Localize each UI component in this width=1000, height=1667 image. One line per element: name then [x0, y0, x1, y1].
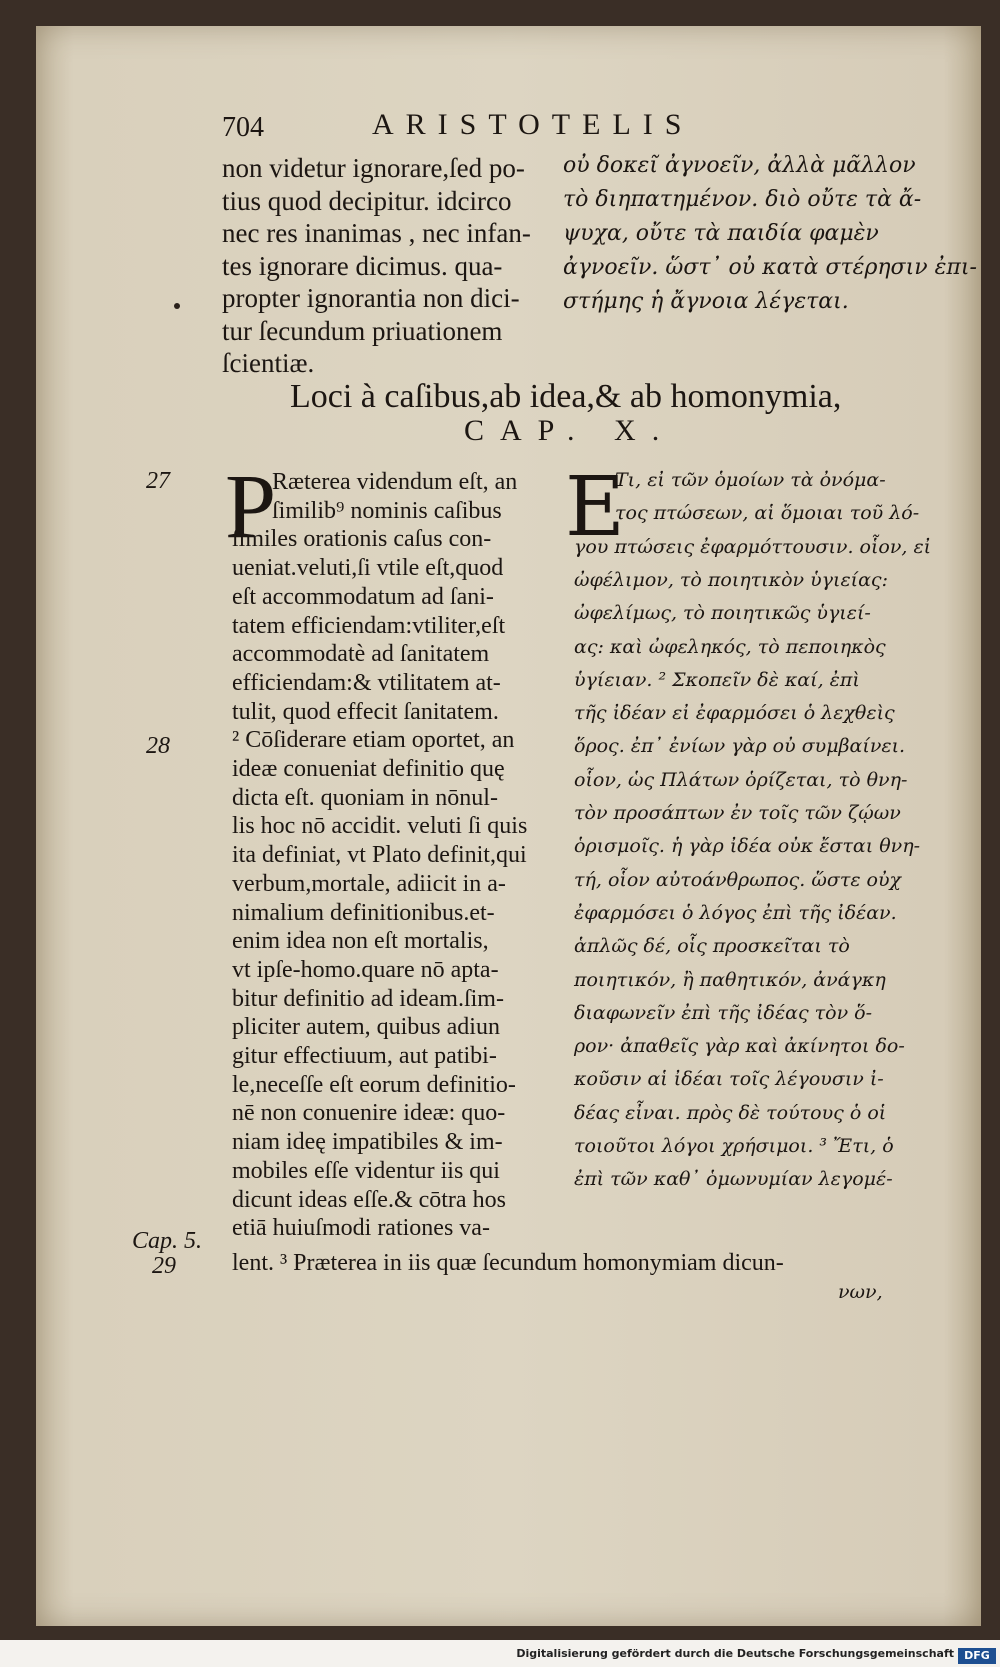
greek-line: τὸ διηπατημένον. διὸ οὔτε τὰ ἄ-	[563, 187, 922, 212]
greek-line: γου πτώσεις ἐφαρμόττουσιν. οἷον, εἰ	[574, 535, 932, 558]
latin-line: ſimiles orationis caſus con-	[232, 526, 492, 553]
greek-line: τος πτώσεων, αἱ ὅμοιαι τοῦ λό-	[615, 502, 920, 525]
latin-line: tes ignorare dicimus. qua-	[222, 250, 503, 281]
latin-line: nec res inanimas , nec infan-	[222, 218, 531, 248]
greek-line: τοιοῦτοι λόγοι χρήσιμοι. ³ Ἔτι, ὁ	[574, 1135, 894, 1157]
greek-line: ἐπὶ τῶν καθ᾽ ὁμωνυμίαν λεγομέ-	[574, 1168, 893, 1191]
latin-line: etiā huiuſmodi rationes va-	[232, 1215, 490, 1242]
greek-line: κοῦσιν αἱ ἰδέαι τοῖς λέγουσιν ἰ-	[574, 1068, 884, 1091]
latin-line: non videtur ignorare,ſed po-	[222, 153, 525, 183]
latin-line: lis hoc nō accidit. veluti ſi quis	[232, 813, 528, 840]
greek-line: ὁρισμοῖς. ἡ γὰρ ἰδέα οὐκ ἔσται θνη-	[574, 835, 921, 858]
footer	[0, 1645, 1000, 1667]
greek-line: ὑγίειαν. ² Σκοπεῖν δὲ καί, ἐπὶ	[574, 668, 860, 691]
latin-line: enim idea non eſt mortalis,	[232, 928, 489, 955]
latin-line: efficiendam:& vtilitatem at-	[232, 669, 501, 696]
margin-mark	[174, 303, 180, 309]
greek-line: στήμης ἡ ἄγνοια λέγεται.	[563, 289, 849, 314]
latin-line: niam ideę impatibiles & im-	[232, 1129, 503, 1156]
greek-line: διαφωνεῖν ἐπὶ τῆς ἰδέας τὸν ὅ-	[574, 1001, 873, 1024]
latin-last-line: lent. ³ Præterea in iis quæ ſecundum homonymiam dicun-	[232, 1250, 784, 1276]
latin-line: tur ſecundum priuationem	[222, 315, 503, 346]
latin-line: ² Cōſiderare etiam oportet, an	[232, 727, 515, 754]
margin-number: 28	[146, 733, 170, 759]
latin-line: gitur effectiuum, aut patibi-	[232, 1043, 497, 1069]
latin-line: ſcientiæ.	[222, 348, 315, 378]
greek-line: τῆς ἰδέαν εἰ ἐφαρμόσει ὁ λεχθεὶς	[574, 702, 895, 725]
section-title: Loci à caſibus,ab idea,& ab homonymia,	[290, 378, 842, 415]
latin-line: ueniat.veluti,ſi vtile eſt,quod	[232, 555, 504, 582]
latin-line: propter ignorantia non dici-	[222, 283, 520, 313]
margin-number: 27	[146, 468, 170, 494]
latin-line: pliciter autem, quibus adiun	[232, 1014, 500, 1041]
greek-line: ας: καὶ ὠφεληκός, τὸ πεποιηκὸς	[574, 635, 886, 658]
greek-line: ψυχα, οὔτε τὰ παιδία φαμὲν	[563, 221, 879, 246]
margin-number: Cap. 5.	[132, 1228, 203, 1254]
latin-line: tulit, quod effecit ſanitatem.	[232, 698, 499, 725]
margin-number: 29	[152, 1253, 176, 1279]
greek-line: ὅρος. ἐπ᾽ ἐνίων γὰρ οὐ συμβαίνει.	[574, 735, 906, 758]
greek-line: τὸν προσάπτων ἐν τοῖς τῶν ζῴων	[574, 802, 901, 824]
latin-line: dicunt ideas eſſe.& cōtra hos	[232, 1186, 506, 1213]
greek-line: δέας εἶναι. πρὸς δὲ τούτους ὁ οἱ	[574, 1101, 887, 1124]
greek-line: οἷον, ὡς Πλάτων ὁρίζεται, τὸ θνη-	[574, 768, 908, 791]
latin-drop-initial: P	[225, 455, 277, 557]
page-number: 704	[222, 112, 264, 143]
greek-line: τή, οἷον αὐτοάνθρωπος. ὥστε οὐχ	[574, 868, 902, 891]
footer-credit: Digitalisierung gefördert durch die Deutsche Forschungsgemeinschaft	[516, 1647, 954, 1660]
greek-line: ρον· ἀπαθεῖς γὰρ καὶ ἀκίνητοι δο-	[574, 1035, 905, 1058]
latin-line: ſimilib⁹ nominis caſibus	[272, 497, 502, 524]
greek-line: ἐφαρμόσει ὁ λόγος ἐπὶ τῆς ἰδέαν.	[574, 901, 897, 924]
greek-catchword: νων,	[838, 1281, 883, 1303]
dfg-logo: DFG	[958, 1648, 996, 1664]
running-head: ARISTOTELIS	[372, 108, 694, 141]
greek-drop-initial: E	[565, 460, 625, 555]
latin-line: eſt accommodatum ad ſani-	[232, 583, 494, 610]
greek-line: ὠφελίμως, τὸ ποιητικῶς ὑγιεί-	[574, 602, 871, 625]
latin-line: verbum,mortale, adiicit in a-	[232, 870, 506, 897]
greek-line: Τι, εἰ τῶν ὁμοίων τὰ ὀνόμα-	[615, 469, 886, 491]
greek-line: οὐ δοκεῖ ἀγνοεῖν, ἀλλὰ μᾶλλον	[563, 153, 916, 178]
chapter-heading: CAP. X.	[464, 414, 676, 447]
latin-line: bitur definitio ad ideam.ſim-	[232, 985, 504, 1012]
latin-line: nē non conuenire ideæ: quo-	[232, 1100, 506, 1127]
latin-line: tatem efficiendam:vtiliter,eſt	[232, 612, 506, 639]
latin-line: tius quod decipitur. idcirco	[222, 185, 512, 216]
latin-line: le,neceſſe eſt eorum definitio-	[232, 1071, 516, 1098]
latin-line: ideæ conueniat definitio quę	[232, 756, 505, 782]
latin-line: ita definiat, vt Plato definit,qui	[232, 842, 527, 869]
latin-line: nimalium definitionibus.et-	[232, 899, 495, 926]
greek-line: ὠφέλιμον, τὸ ποιητικὸν ὑγιείας:	[574, 568, 888, 591]
greek-line: ἀγνοεῖν. ὥστ᾽ οὐ κατὰ στέρησιν ἐπι-	[563, 255, 977, 280]
latin-line: vt ipſe-homo.quare nō apta-	[232, 956, 499, 983]
latin-line: accommodatè ad ſanitatem	[232, 641, 490, 668]
greek-line: ἁπλῶς δέ, οἷς προσκεῖται τὸ	[574, 935, 850, 958]
latin-line: dicta eſt. quoniam in nōnul-	[232, 784, 498, 811]
greek-line: ποιητικόν, ἢ παθητικόν, ἀνάγκη	[574, 968, 886, 991]
latin-line: mobiles eſſe videntur iis qui	[232, 1157, 500, 1184]
latin-line: Ræterea videndum eſt, an	[272, 469, 518, 495]
